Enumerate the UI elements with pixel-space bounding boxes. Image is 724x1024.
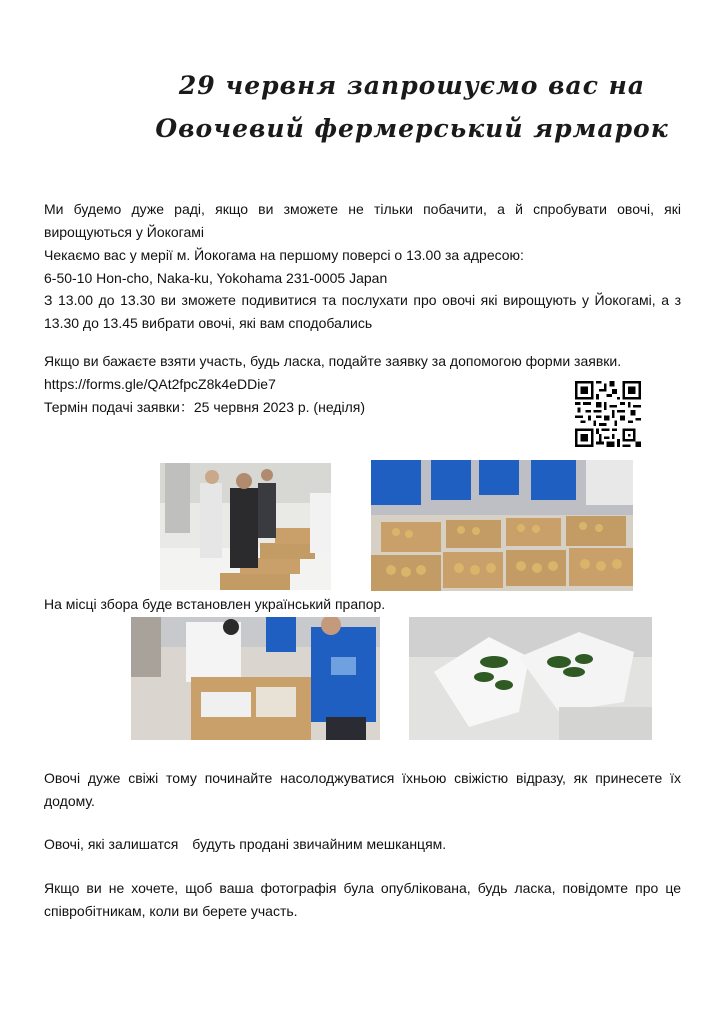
flag-caption: На місці збора буде встановлен український прапор. [44,596,386,612]
intro-paragraph: Ми будемо дуже раді, якщо ви зможете не тільки побачити, а й спробувати овочі, які вирощуються у Йокогамі [44,201,681,240]
title-line-2: Овочевий фермерський ярмарок [155,114,669,143]
venue-text: Чекаємо вас у мерії м. Йокогама на першому поверсі о 13.00 за адресою: [44,247,524,263]
deadline-text: Термін подачі заявки：25 червня 2023 р. (неділя) [44,399,365,415]
qr-code-icon[interactable] [575,381,641,447]
leftover-paragraph: Овочі, які залишатся будуть продані звичайним мешканцям. [44,836,447,852]
photo-consent-paragraph: Якщо ви не хочете, щоб ваша фотографія була опублікована, будь ласка, повідомте про це співробітникам, коли ви берете участь. [44,880,681,919]
photo-staff-packing-vegetables [131,617,380,740]
photo-bags-of-greens [409,617,652,740]
photo-boxes-of-potatoes [371,460,633,591]
title-line-1: 29 червня запрошуємо вас на [178,71,646,100]
application-link[interactable]: https://forms.gle/QAt2fpcZ8k4eDDie7 [44,376,276,392]
application-text: Якщо ви бажаєте взяти участь, будь ласка, подайте заявку за допомогою форми заявки. [44,353,622,369]
freshness-paragraph: Овочі дуже свіжі тому починайте насолоджуватися їхньою свіжістю відразу, як принесете їх додому. [44,770,681,809]
schedule-paragraph: З 13.00 до 13.30 ви зможете подивитися та послухати про овочі які вирощують у Йокогамі, а з 13.30 до 13.45 вибрати овочі, які вам сподобались [44,292,681,331]
photo-visitors-looking-at-boxes [160,463,331,590]
address-text: 6-50-10 Hon-cho, Naka-ku, Yokohama 231-0005 Japan [44,270,388,286]
